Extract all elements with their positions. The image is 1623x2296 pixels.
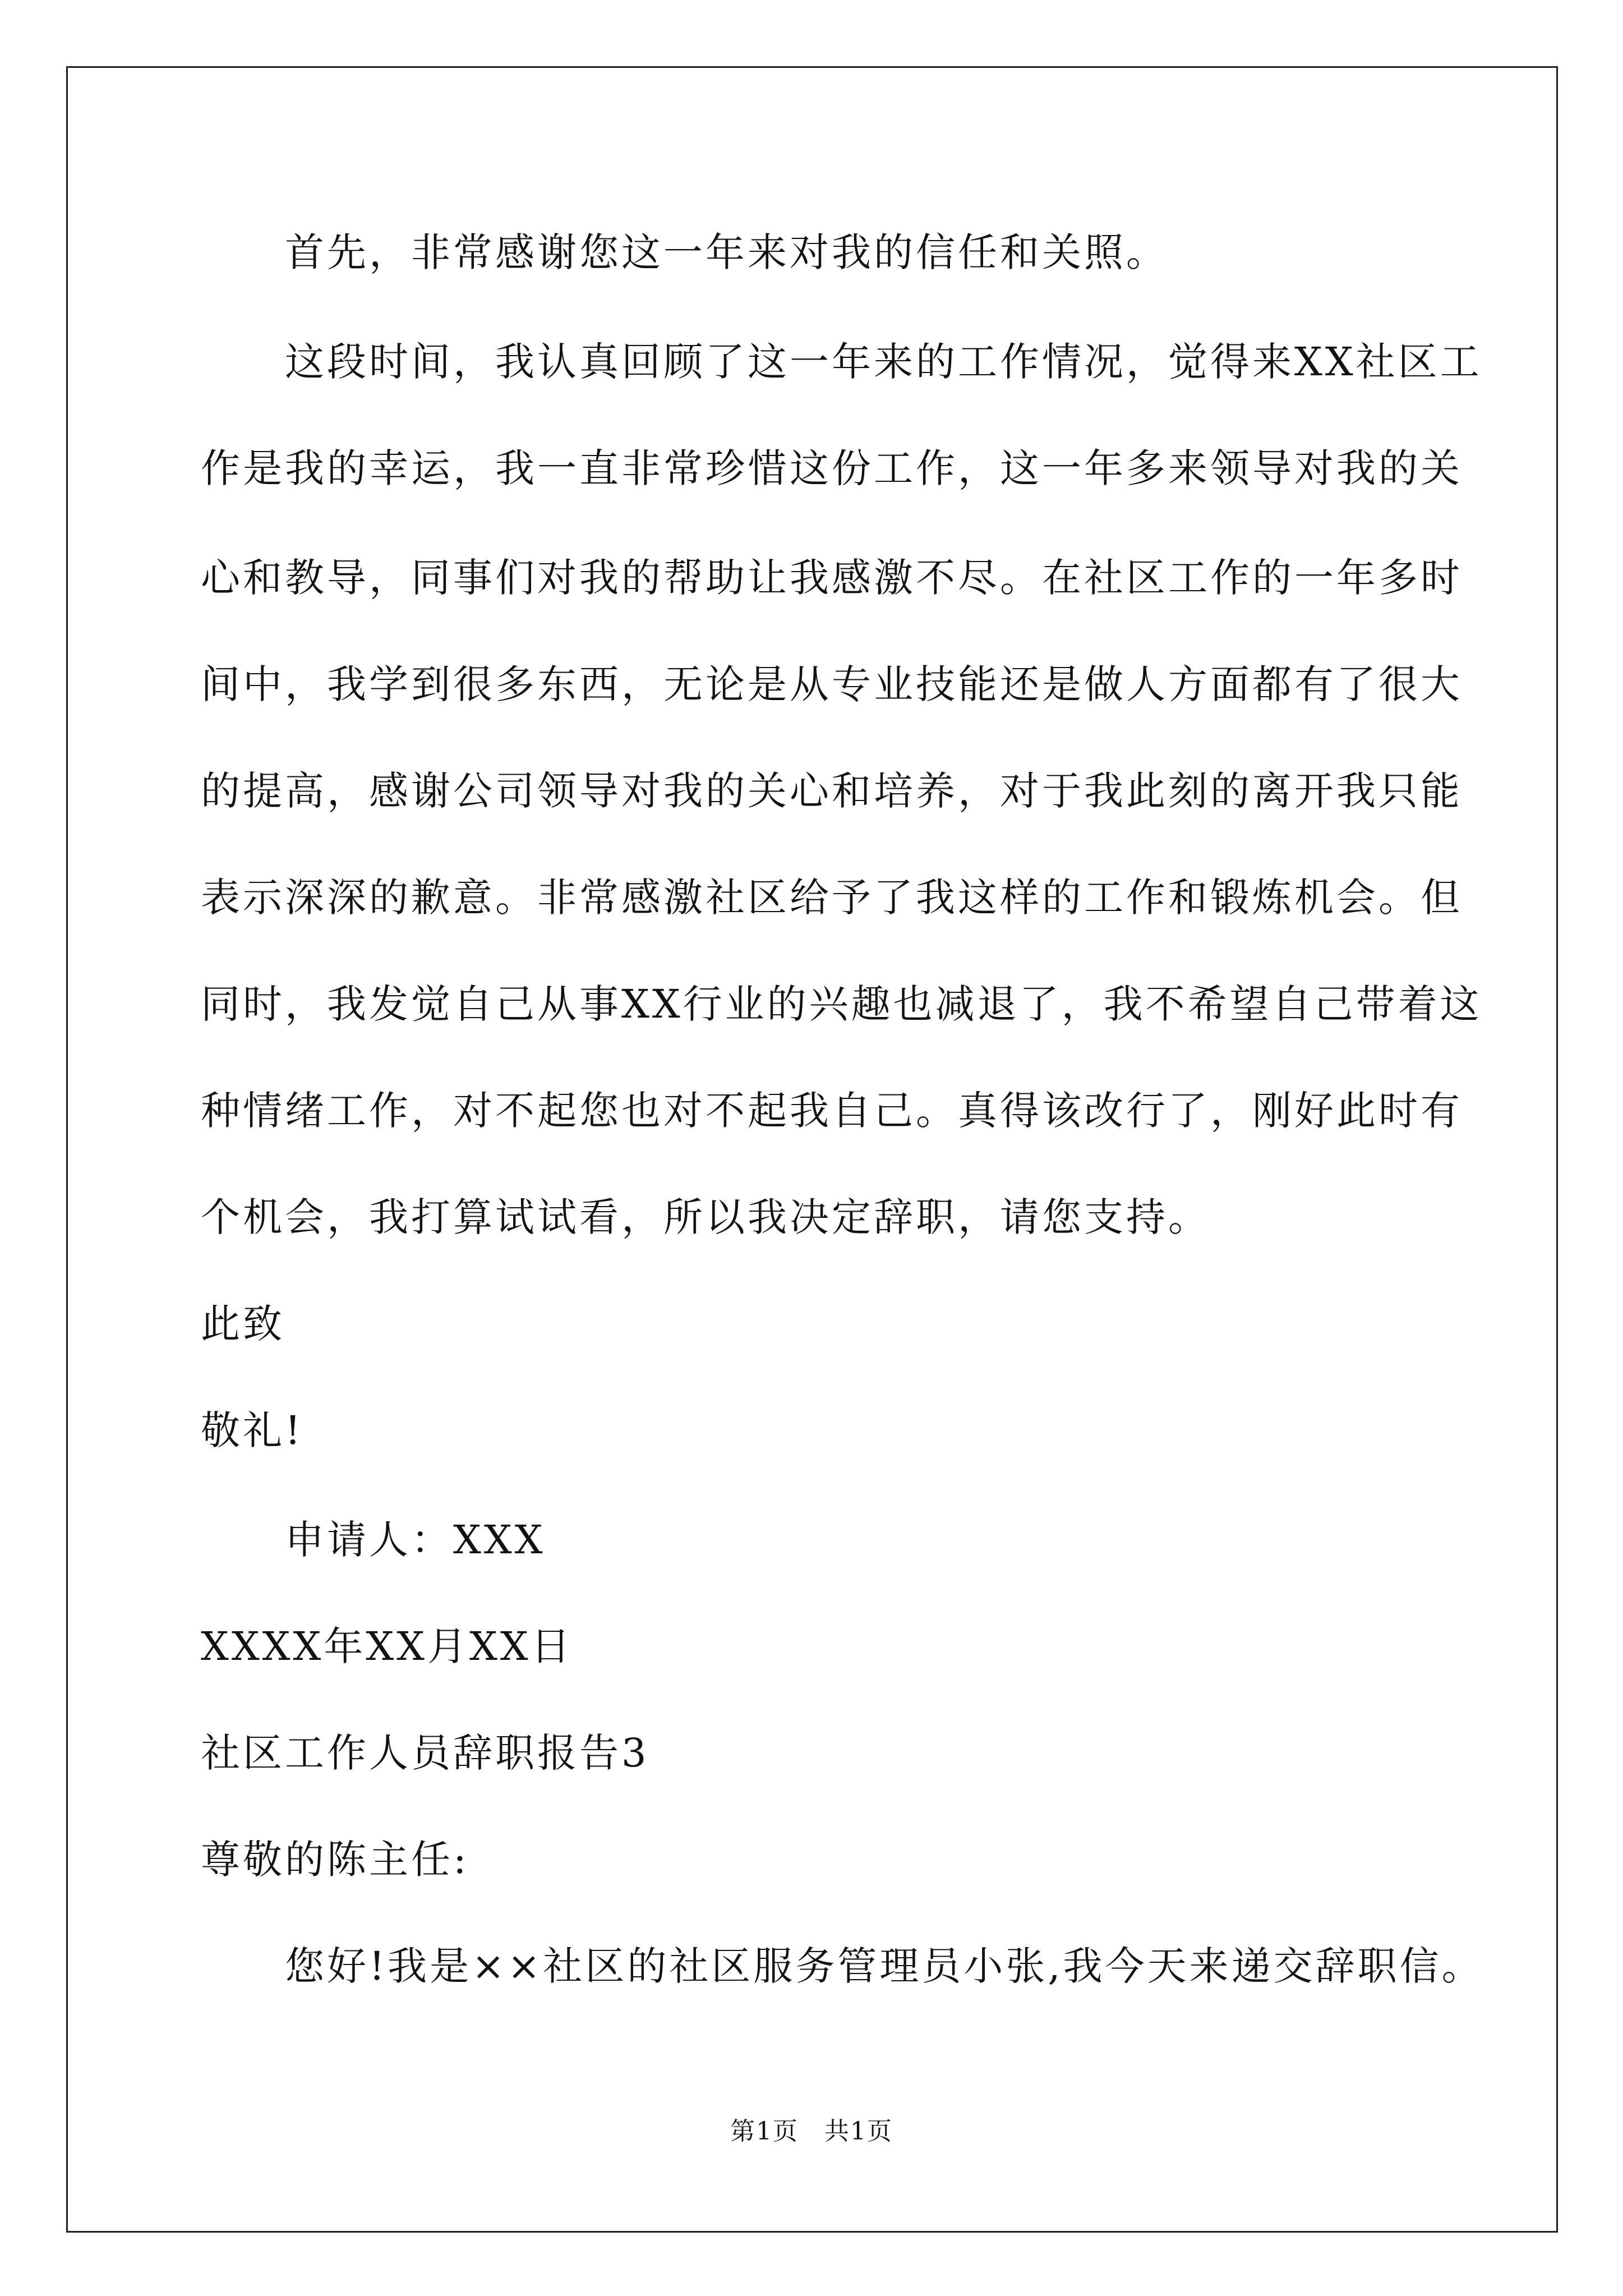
page-number: 第1页 xyxy=(730,2117,799,2146)
salutation-line: 敬礼! xyxy=(201,1407,304,1453)
date-line: XXXX年XX月XX日 xyxy=(201,1623,573,1669)
paragraph-line: 间中，我学到很多东西，无论是从专业技能还是做人方面都有了很大 xyxy=(201,661,1463,707)
paragraph-line: 表示深深的歉意。非常感激社区给予了我这样的工作和锻炼机会。但 xyxy=(201,875,1463,921)
paragraph-line: 您好!我是××社区的社区服务管理员小张,我今天来递交辞职信。 xyxy=(285,1943,1484,1989)
paragraph-line: 种情绪工作，对不起您也对不起我自己。真得该改行了，刚好此时有 xyxy=(201,1088,1463,1134)
applicant-line: 申请人：XXX xyxy=(285,1517,546,1563)
paragraph-line: 的提高，感谢公司领导对我的关心和培养，对于我此刻的离开我只能 xyxy=(201,768,1463,814)
paragraph-line: 心和教导，同事们对我的帮助让我感激不尽。在社区工作的一年多时 xyxy=(201,555,1463,601)
paragraph-line: 这段时间，我认真回顾了这一年来的工作情况，觉得来XX社区工 xyxy=(285,339,1482,385)
page-footer xyxy=(0,2115,1623,2148)
closing-line: 此致 xyxy=(201,1301,285,1347)
paragraph-line: 作是我的幸运，我一直非常珍惜这份工作，这一年多来领导对我的关 xyxy=(201,445,1463,491)
paragraph-line: 同时，我发觉自己从事XX行业的兴趣也减退了，我不希望自己带着这 xyxy=(201,981,1482,1027)
page-border xyxy=(66,66,1558,2233)
page-total: 共1页 xyxy=(824,2117,893,2146)
paragraph-line: 首先，非常感谢您这一年来对我的信任和关照。 xyxy=(285,229,1168,275)
greeting-line: 尊敬的陈主任: xyxy=(201,1837,469,1883)
section-title: 社区工作人员辞职报告3 xyxy=(201,1730,649,1776)
paragraph-line: 个机会，我打算试试看，所以我决定辞职，请您支持。 xyxy=(201,1194,1210,1240)
